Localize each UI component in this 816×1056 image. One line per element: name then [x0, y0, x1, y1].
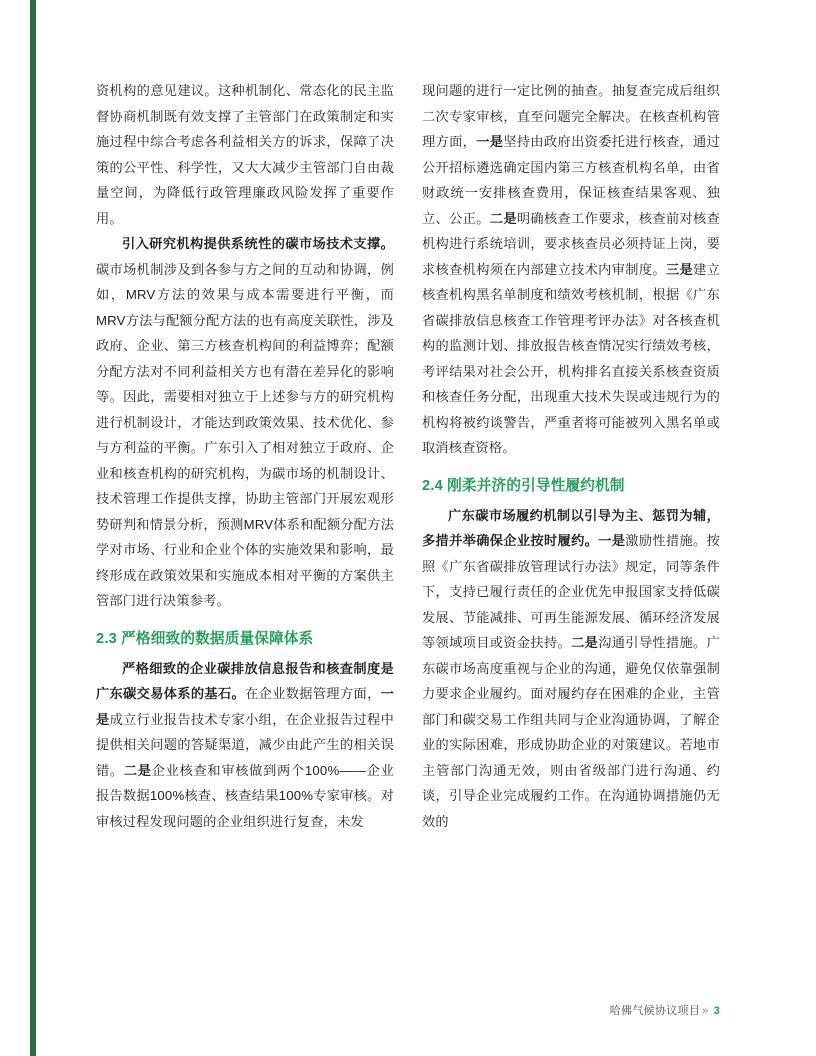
enumeration-second: 二是: [489, 210, 517, 226]
paragraph-segment-1: 现问题的进行一定比例的抽查。抽复查完成后组织二次专家审核，直至问题完全解决。在核查机构管理方面，: [422, 83, 720, 149]
enumeration-first: 一是: [476, 134, 504, 149]
paragraph-compliance-mechanism: [422, 503, 720, 835]
page-left-rule: [30, 0, 36, 1056]
paragraph-body: 碳市场机制涉及到各参与方之间的互动和协调，例如，MRV方法的效果与成本需要进行平衡，而MRV方法与配额分配方法的也有高度关联性，涉及政府、企业、第三方核查机构间的利益博弈；配额分配方法对不同利益相关方也有潜在差异化的影响等。因此，需要相对独立于上述参与方的研究机构进行机制设计，才能达到政策效果、技术优化、参与方利益的平衡。广东引入了相对独立于政府、企业和核查机构的研究机构，为碳市场的机制设计、技术管理工作提供支撑，协助主管部门开展宏观形势研判和情景分析，预测MRV体系和配额分配方法学对市场、行业和企业个体的实施效果和影响，最终形成在政策效果和实施成本相对平衡的方案供主管部门进行决策参考。: [96, 261, 394, 608]
page-footer: [610, 1002, 720, 1018]
page-number: 3: [713, 1005, 720, 1017]
paragraph-segment-4: 建立核查机构黑名单制度和绩效考核机制，根据《广东省碳排放信息核查工作管理考评办法》对各核查机构的监测计划、排放报告核查情况实行绩效考核，考评结果对社会公开，机构排名直接关系核查资质和核查任务分配，出现重大技术失误或违规行为的机构将被约谈警告，严重者将可能被列入黑名单或取消核查资格。: [422, 261, 720, 455]
paragraph-segment-1: 激励性措施。按照《广东省碳排放管理试行办法》规定，同等条件下，支持已履行责任的企业优先申报国家支持低碳发展、节能减排、可再生能源发展、循环经济发展等领域项目或资金扶持。: [422, 533, 720, 650]
paragraph-continuation: 资机构的意见建议。这种机制化、常态化的民主监督协商机制既有效支撑了主管部门在政策制定和实施过程中综合考虑各利益相关方的诉求，保障了决策的公平性、科学性，又大大减少主管部门自由裁量空间，为降低行政管理廉政风险发挥了重要作用。: [96, 83, 394, 226]
footer-separator-icon: »: [702, 1005, 709, 1017]
page-content: [96, 78, 720, 978]
paragraph-research-support: [96, 231, 394, 614]
enumeration-first: 一是: [598, 533, 626, 548]
paragraph-segment-3: 明确核查工作要求，核查前对核查机构进行系统培训，要求核查员必须持证上岗，要求核查机构须在内部建立技术内审制度。: [422, 210, 720, 277]
enumeration-second: 二是: [123, 762, 152, 778]
paragraph-segment-2: 坚持由政府出资委托进行核查，通过公开招标遴选确定国内第三方核查机构名单，由省财政统一安排核查费用，保证核查结果客观、独立、公正。: [422, 134, 720, 226]
section-heading-2-3: 2.3 严格细致的数据质量保障体系: [96, 630, 314, 647]
paragraph-segment-3: 企业核查和审核做到两个100%——企业报告数据100%核查、核查结果100%专家审核。对审核过程发现问题的企业组织进行复查，未发: [96, 762, 395, 829]
paragraph-lead-bold: 广东碳市场履约机制以引导为主、惩罚为辅，多措并举确保企业按时履约。: [422, 507, 720, 548]
paragraph-verification-management: [422, 78, 720, 461]
footer-project-label: 哈佛气候协议项目: [609, 1005, 701, 1017]
paragraph-segment-2: 沟通引导性措施。广东碳市场高度重视与企业的沟通，避免仅依靠强制力要求企业履约。面对履约存在困难的企业，主管部门和碳交易工作组共同与企业沟通协调，了解企业的实际困难，形成协助企业的对策建议。若地市主管部门沟通无效，则由省级部门进行沟通、约谈，引导企业完成履约工作。在沟通协调措施仍无效的: [422, 635, 720, 829]
section-heading-2-4: 2.4 刚柔并济的引导性履约机制: [422, 477, 625, 494]
paragraph-data-quality: [96, 656, 394, 835]
left-column: [96, 78, 394, 978]
paragraph-lead-bold: 引入研究机构提供系统性的碳市场技术支撑。: [122, 236, 394, 251]
paragraph-segment-1: 在企业数据管理方面，: [245, 686, 381, 701]
right-column: [422, 78, 720, 978]
enumeration-third: 三是: [665, 261, 694, 277]
paragraph-lead-bold: 严格细致的企业碳排放信息报告和核查制度是广东碳交易体系的基石。: [96, 660, 394, 701]
paragraph-segment-2: 成立行业报告技术专家小组，在企业报告过程中提供相关问题的答疑渠道，减少由此产生的相关误错。: [96, 711, 395, 778]
enumeration-first: 一是: [96, 686, 395, 727]
enumeration-second: 二是: [571, 635, 599, 650]
